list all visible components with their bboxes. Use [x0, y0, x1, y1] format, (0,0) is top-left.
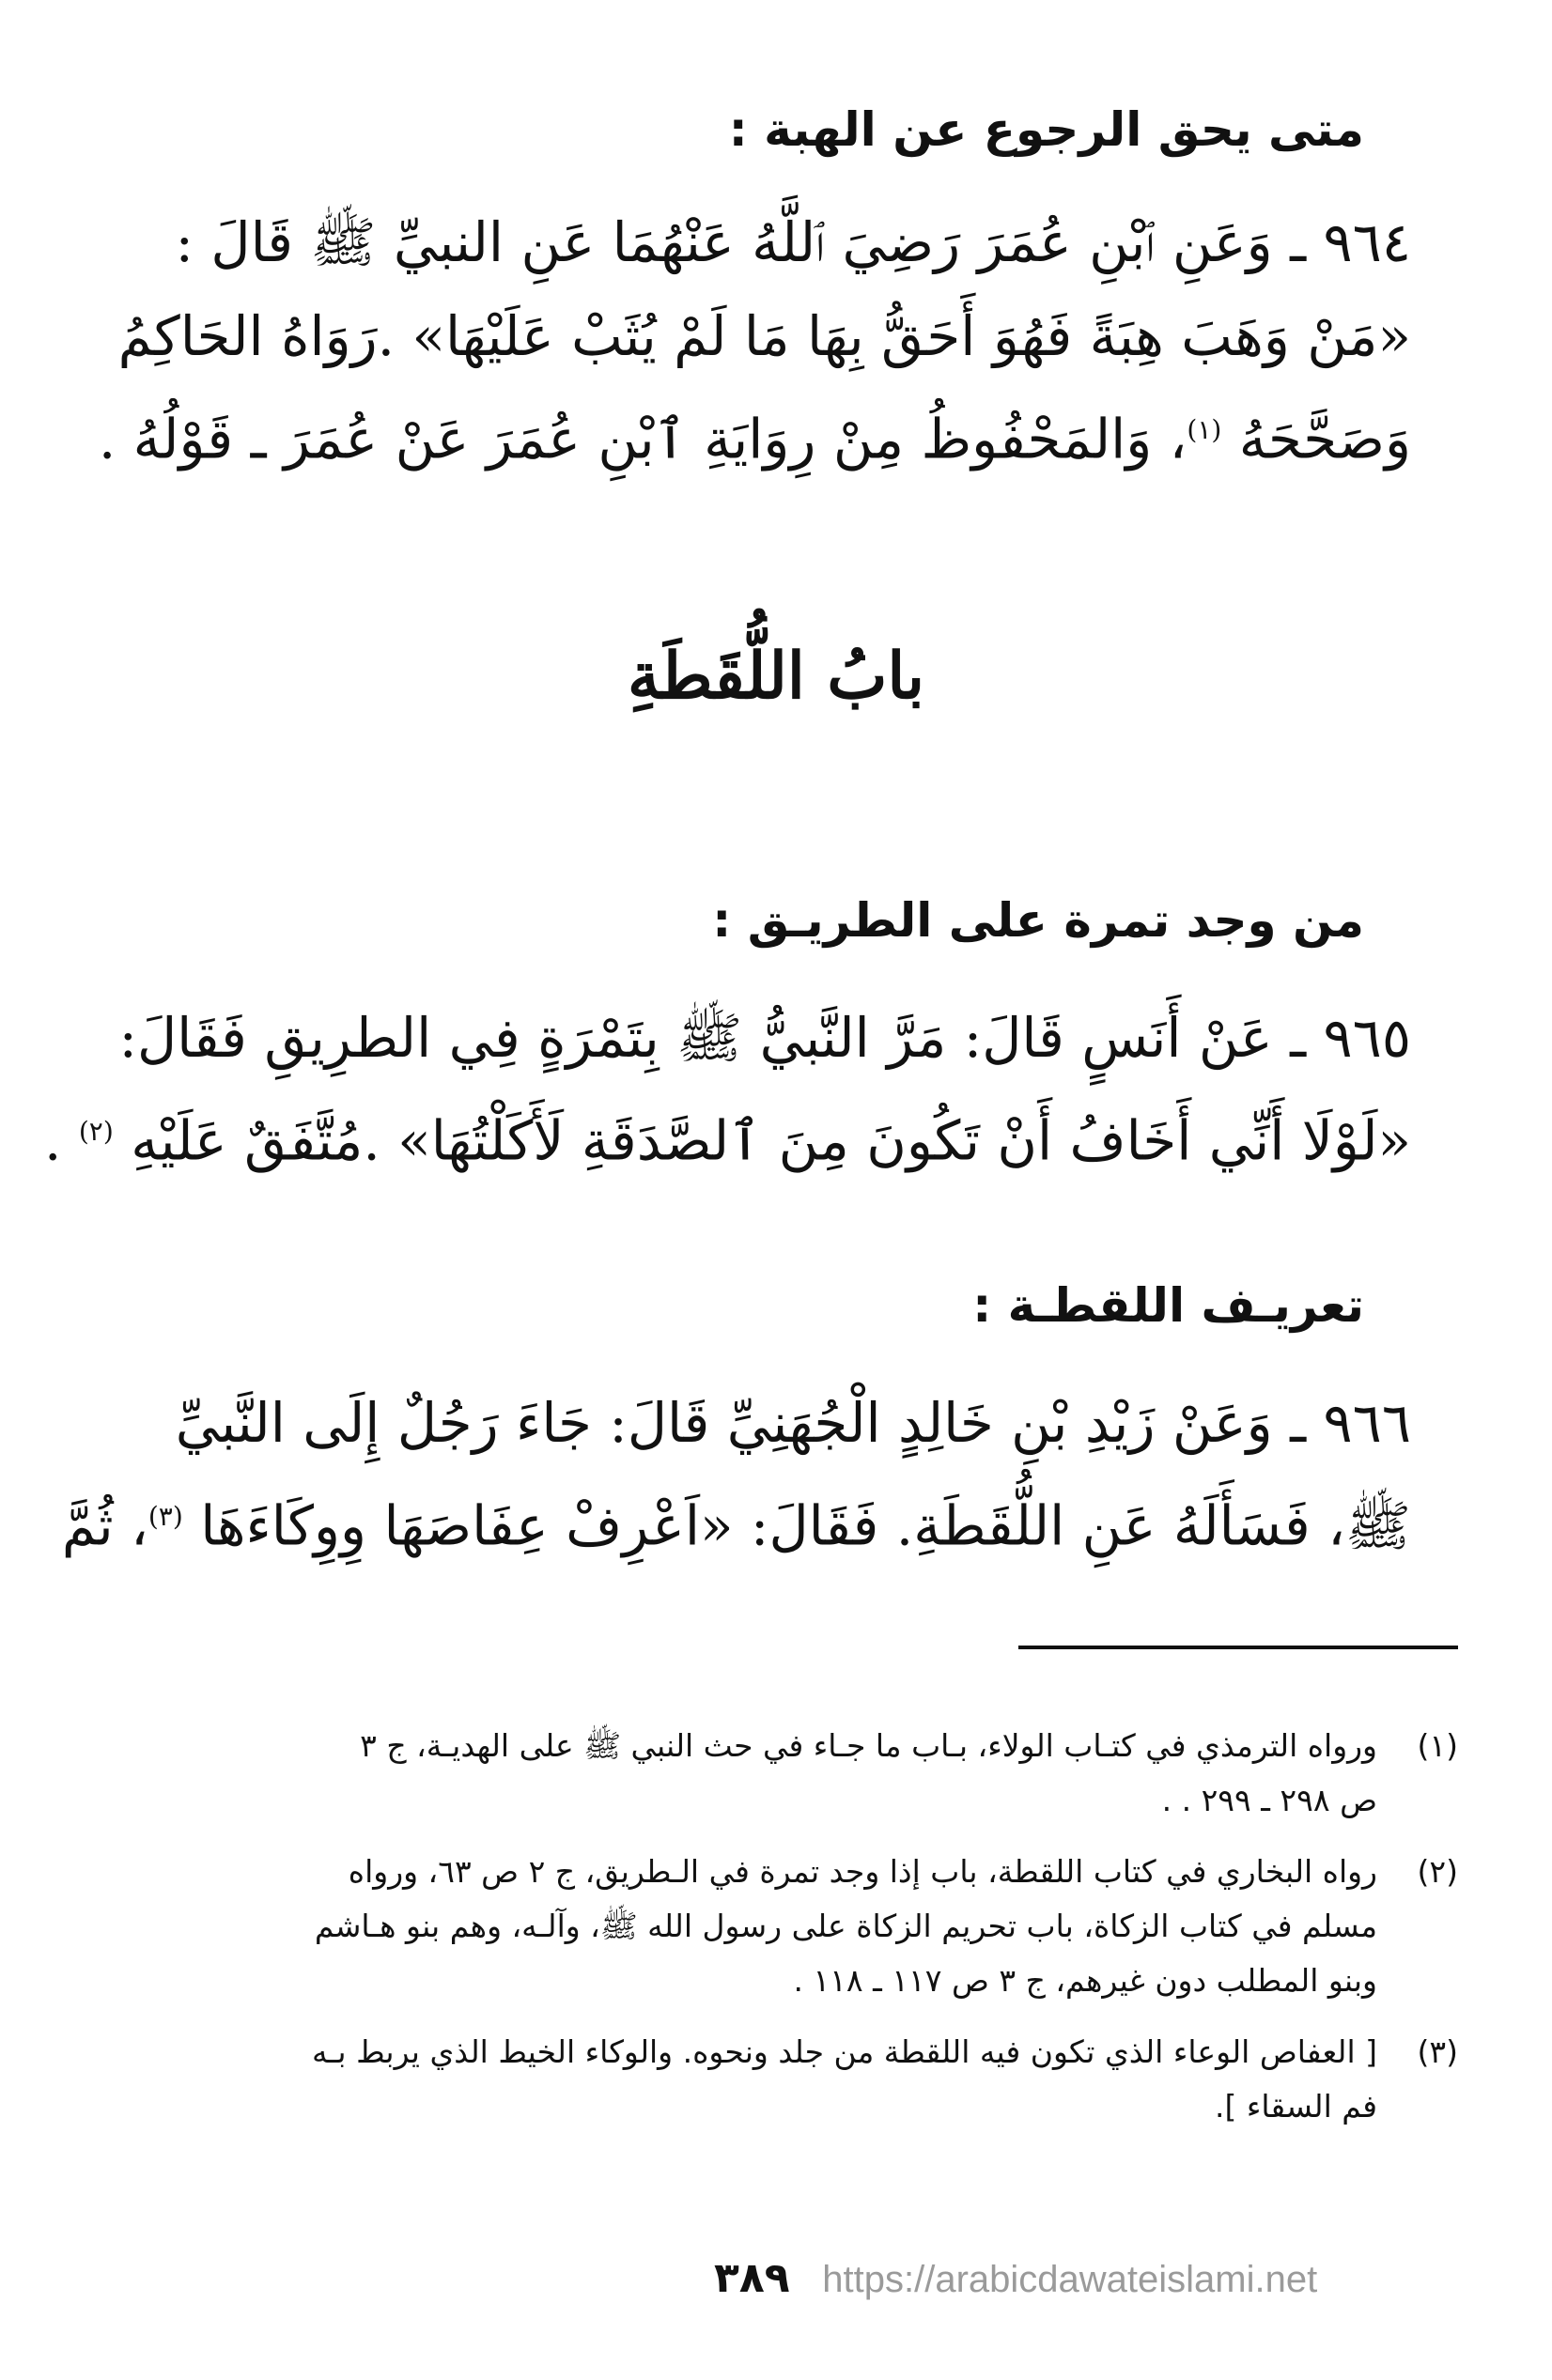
footnote-ref-3[interactable]: (٣) — [147, 1501, 183, 1532]
section-heading-definition: تعريـف اللقطـة : — [972, 1278, 1364, 1333]
hadith-line — [98, 383, 1411, 486]
hadith-965 — [43, 991, 1411, 1187]
footnote-number: (٢) — [1417, 1853, 1458, 1890]
hadith-line: ٩٦٦ ـ وَعَنْ زَيْدِ بْنِ خَالِدٍ الْجُهَنِيِّ قَالَ: جَاءَ رَجُلٌ إِلَى النَّبيِّ — [175, 1391, 1411, 1455]
footnote-3 — [91, 2025, 1458, 2134]
footnote-ref-1[interactable]: (١) — [1187, 414, 1222, 445]
watermark-url[interactable]: https://arabicdawateislami.net — [822, 2259, 1318, 2300]
hadith-966 — [61, 1376, 1411, 1572]
footnote-1 — [91, 1719, 1458, 1828]
hadith-964 — [98, 195, 1411, 486]
footnote-divider — [1018, 1646, 1458, 1649]
footnote-line: رواه البخاري في كتاب اللقطة، باب إذا وجد تمرة في الـطريق، ج ٢ ص ٦٣، ورواه — [348, 1853, 1377, 1890]
section-heading-date-on-road: من وجد تمرة على الطريـق : — [712, 893, 1364, 948]
chapter-title: بابُ اللُّقَطَةِ — [627, 639, 925, 714]
hadith-text: «لَوْلَا أَنِّي أَخَافُ أَنْ تَكُونَ مِنَ ٱلصَّدَقَةِ لَأَكَلْتُهَا» .مُتَّفَقٌ عَلَيْهِ — [131, 1108, 1411, 1173]
hadith-text: ﷺ، فَسَأَلَهُ عَنِ اللُّقَطَةِ. فَقَالَ: «اَعْرِفْ عِفَاصَهَا وِوِكَاءَهَا — [200, 1493, 1411, 1558]
hadith-line — [61, 1470, 1411, 1572]
hadith-text: وَصَحَّحَهُ — [1238, 407, 1411, 471]
footnote-number: (٣) — [1417, 2033, 1458, 2070]
footnote-ref-2[interactable]: (٢) — [78, 1116, 114, 1147]
footnote-line: [ العفاص الوعاء الذي تكون فيه اللقطة من جلد ونحوه. والوكاء الخيط الذي يربط بـه — [312, 2033, 1377, 2070]
footnote-line: مسلم في كتاب الزكاة، باب تحريم الزكاة على رسول الله ﷺ، وآلـه، وهم بنو هـاشم — [314, 1908, 1377, 1944]
footnote-line: فم السقاء ]. — [1214, 2088, 1377, 2125]
page-number: ٣٨٩ — [714, 2254, 790, 2302]
hadith-line: ٩٦٤ ـ وَعَنِ ٱبْنِ عُمَرَ رَضِيَ ٱللَّهُ عَنْهُمَا عَنِ النبيِّ ﷺ قَالَ : — [175, 210, 1411, 274]
footnote-2 — [91, 1845, 1458, 2008]
footnote-line: ص ٢٩٨ ـ ٢٩٩ . . — [1161, 1782, 1377, 1818]
hadith-line: «مَنْ وَهَبَ هِبَةً فَهُوَ أَحَقُّ بِهَا مَا لَمْ يُثَبْ عَلَيْهَا» .رَوَاهُ الحَاكِمُ — [117, 304, 1411, 368]
page-footer — [714, 2254, 1317, 2302]
section-heading-return-gift: متى يحق الرجوع عن الهبة : — [728, 102, 1364, 157]
hadith-line — [43, 1085, 1411, 1187]
footnote-line: ورواه الترمذي في كتـاب الولاء، بـاب ما جـاء في حث النبي ﷺ على الهديـة، ج ٣ — [360, 1727, 1377, 1764]
hadith-text: ، ثُمَّ — [61, 1493, 148, 1558]
hadith-text: ، وَالمَحْفُوظُ مِنْ رِوَايَةِ ٱبْنِ عُمَرَ عَنْ عُمَرَ ـ قَوْلُهُ . — [98, 407, 1187, 471]
footnote-number: (١) — [1417, 1727, 1458, 1764]
hadith-text: . — [43, 1108, 62, 1173]
footnote-line: وبنو المطلب دون غيرهم، ج ٣ ص ١١٧ ـ ١١٨ . — [793, 1962, 1377, 1999]
footnotes — [91, 1719, 1458, 2151]
hadith-line: ٩٦٥ ـ عَنْ أَنَسٍ قَالَ: مَرَّ النَّبيُّ ﷺ بِتَمْرَةٍ فِي الطرِيقِ فَقَالَ: — [118, 1006, 1411, 1070]
